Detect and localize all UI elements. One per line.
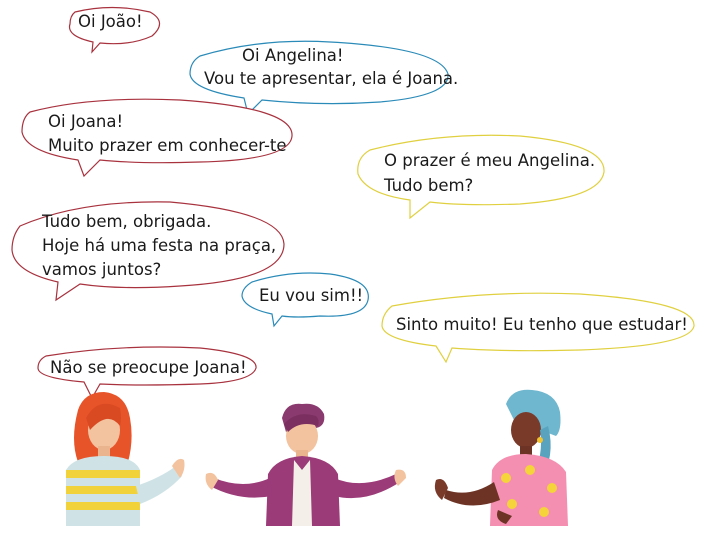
bubble-7-line-1: Sinto muito! Eu tenho que estudar! [396, 315, 688, 334]
bubble-1-line-1: Oi João! [78, 12, 143, 31]
bubble-5-line-1: Tudo bem, obrigada. [42, 212, 212, 231]
bubble-8-line-1: Não se preocupe Joana! [50, 358, 247, 377]
bubble-2-line-1: Oi Angelina! [242, 46, 344, 65]
bubble-4-line-1: O prazer é meu Angelina. [384, 151, 596, 170]
bubble-5-line-3: vamos juntos? [42, 260, 162, 279]
character-joana [66, 392, 185, 526]
bubble-3-line-2: Muito prazer em conhecer-te [48, 136, 287, 155]
bubble-3-line-1: Oi Joana! [48, 112, 124, 131]
character-angelina [435, 390, 568, 526]
bubble-4-line-2: Tudo bem? [384, 176, 474, 195]
character-joao [206, 404, 406, 526]
bubble-5-line-2: Hoje há uma festa na praça, [42, 236, 277, 255]
bubble-6-line-1: Eu vou sim!! [259, 286, 364, 305]
bubble-2-line-2: Vou te apresentar, ela é Joana. [204, 69, 459, 88]
